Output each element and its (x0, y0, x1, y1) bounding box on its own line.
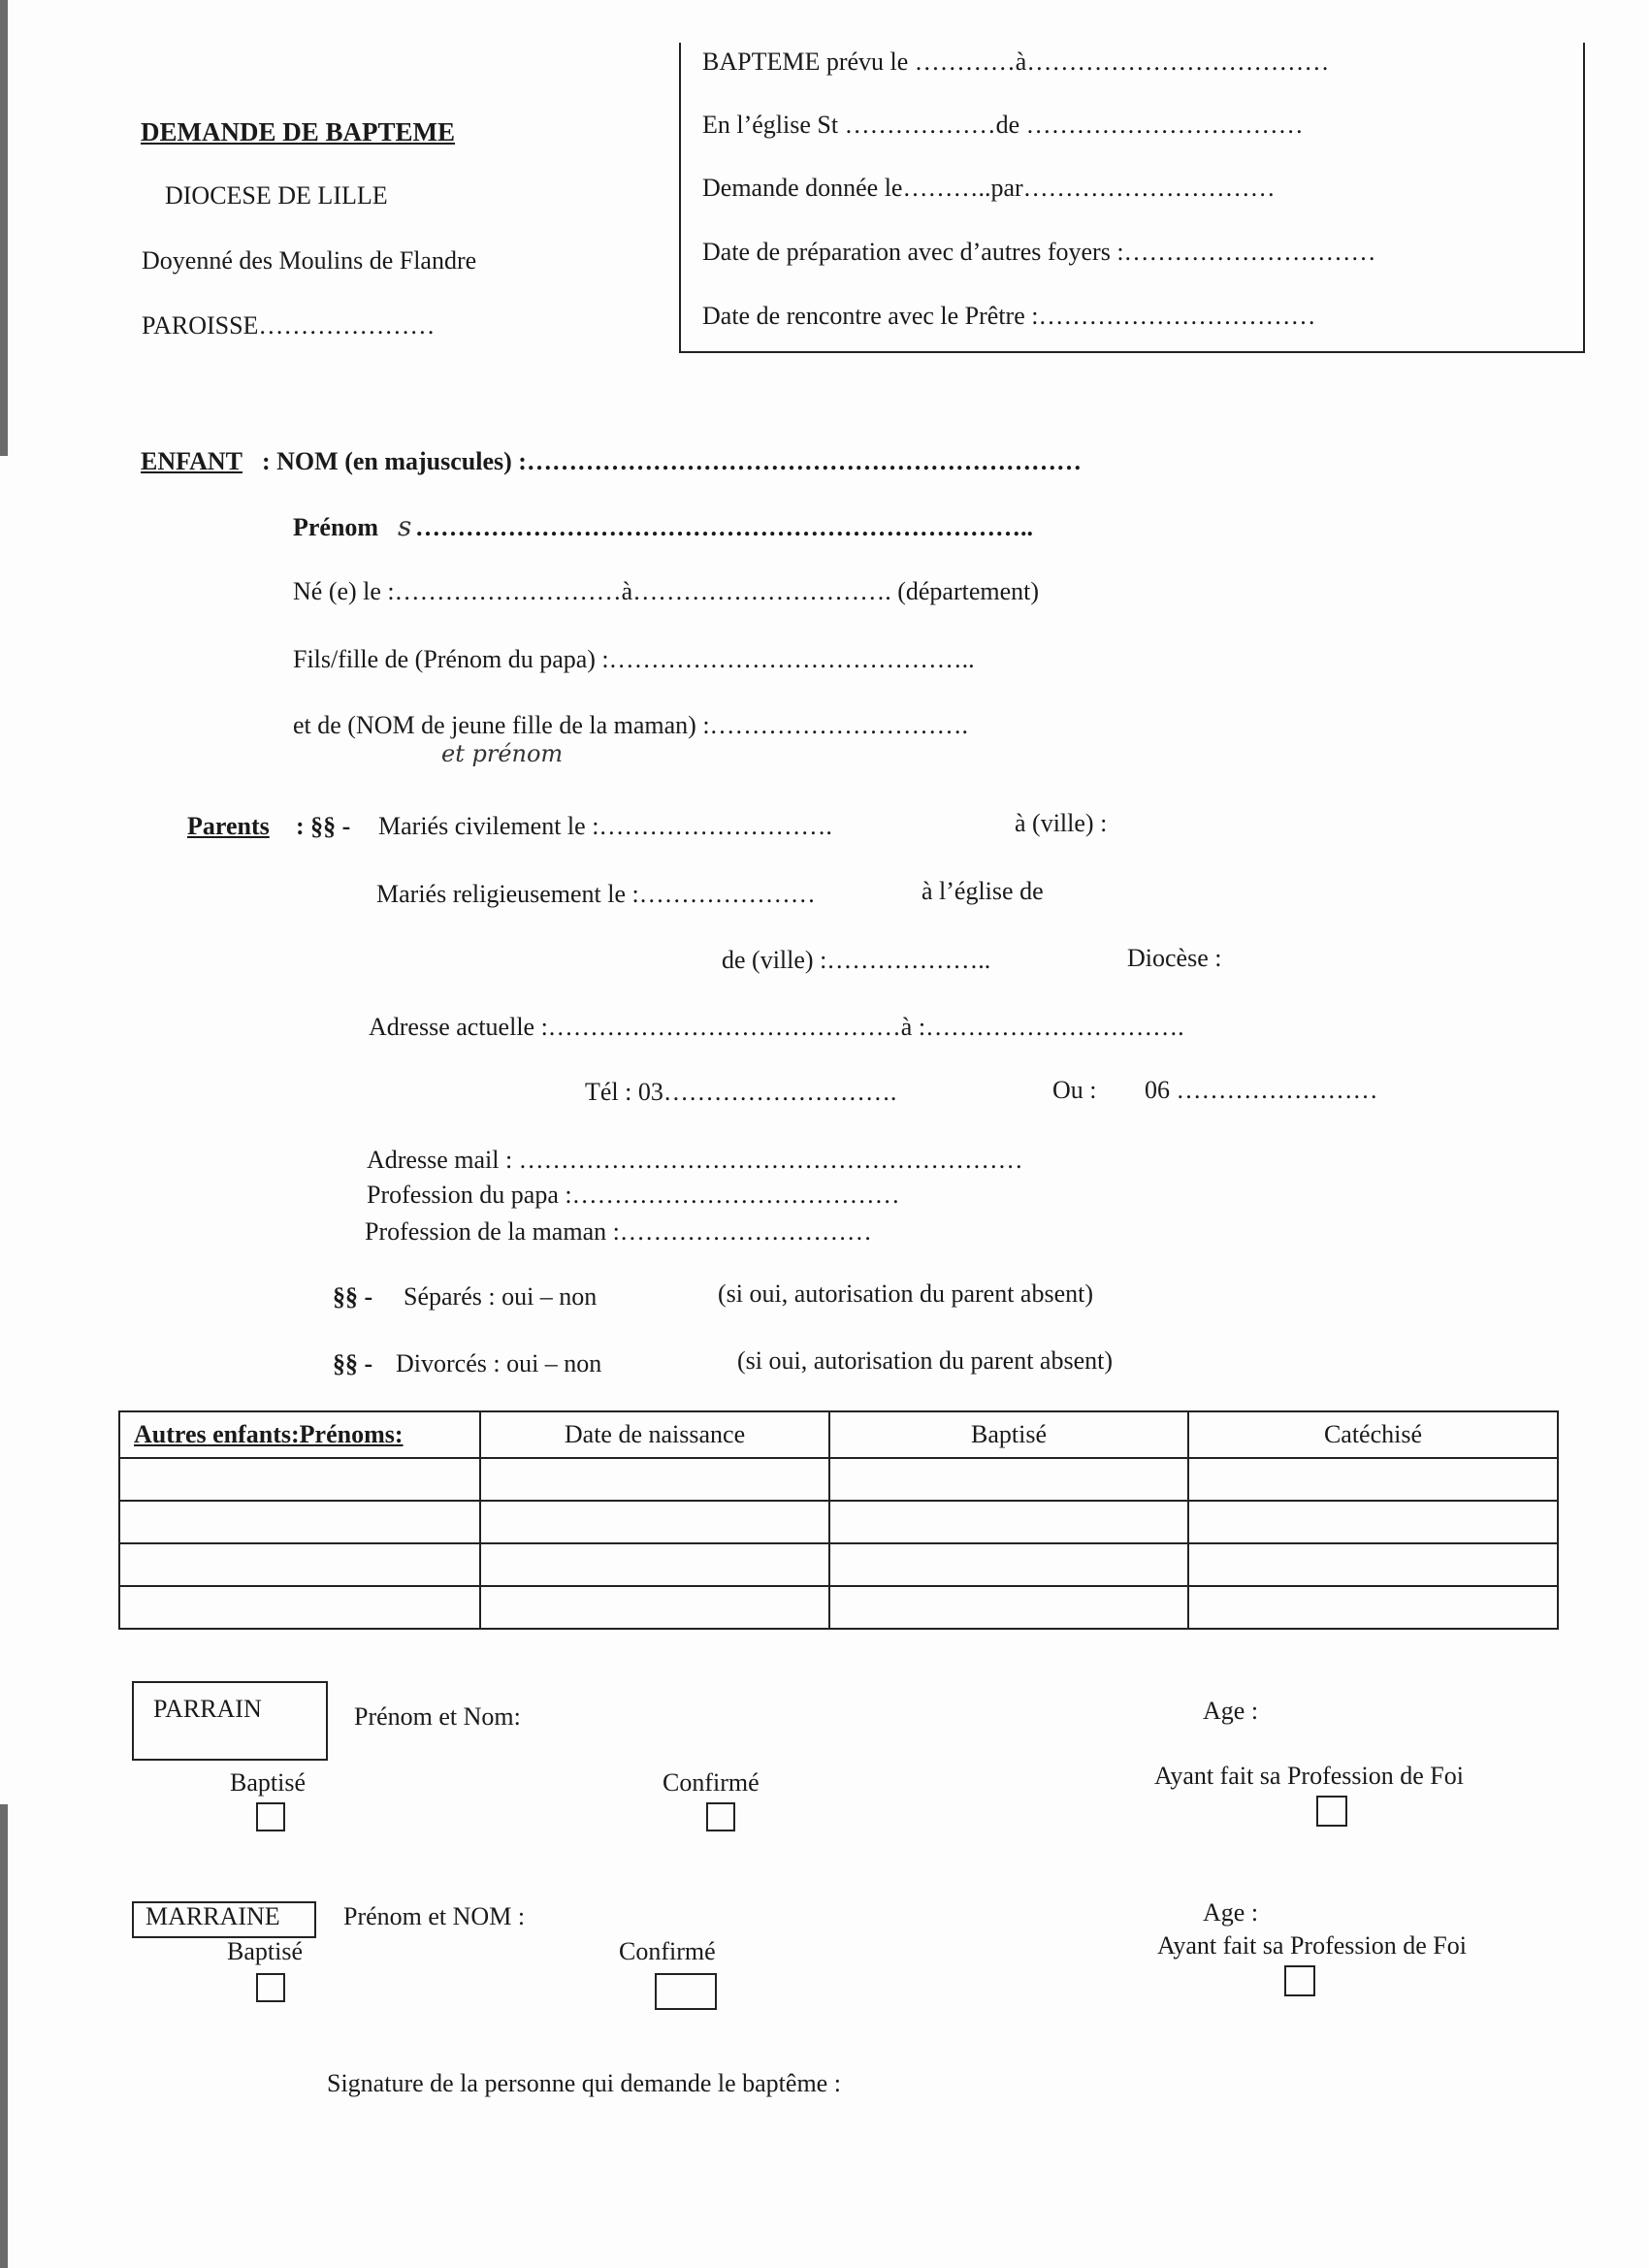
table-cell[interactable] (1188, 1501, 1558, 1543)
profession-maman-field[interactable]: Profession de la maman :………………………… (365, 1217, 872, 1246)
naissance-field[interactable]: Né (e) le :………………………à…………………………. (département) (293, 577, 1040, 605)
marraine-profession-checkbox[interactable] (1284, 1965, 1315, 1996)
preparation-date-field[interactable]: Date de préparation avec d’autres foyers :………………………… (702, 238, 1376, 266)
parrain-confirme-label: Confirmé (663, 1768, 760, 1797)
table-cell[interactable] (480, 1543, 829, 1586)
scan-edge (0, 1804, 8, 2268)
marraine-baptise-checkbox[interactable] (256, 1973, 285, 2002)
mariage-civil-field[interactable]: Mariés civilement le :………………………. (378, 812, 832, 840)
divorces-choice[interactable]: Divorcés : oui – non (396, 1349, 602, 1377)
parrain-age-field[interactable]: Age : (1203, 1697, 1259, 1725)
marraine-label: MARRAINE (146, 1902, 280, 1930)
column-header-baptise: Baptisé (829, 1411, 1188, 1458)
table-row (119, 1458, 1558, 1501)
enfant-label: ENFANT (141, 447, 242, 475)
doyenne-label: Doyenné des Moulins de Flandre (142, 246, 477, 275)
marraine-confirme-checkbox[interactable] (655, 1973, 717, 2010)
scan-edge (0, 0, 8, 456)
table-row (119, 1543, 1558, 1586)
parrain-profession-checkbox[interactable] (1316, 1796, 1347, 1827)
table-cell[interactable] (829, 1586, 1188, 1629)
table-cell[interactable] (119, 1543, 480, 1586)
enfant-prenom-label: Prénom (293, 513, 379, 541)
prenom-papa-field[interactable]: Fils/fille de (Prénom du papa) :…………………………………….. (293, 645, 975, 673)
section-symbol: §§ - (333, 1349, 373, 1377)
table-cell[interactable] (480, 1458, 829, 1501)
mariage-diocese-field[interactable]: Diocèse : (1127, 944, 1222, 972)
parrain-confirme-checkbox[interactable] (706, 1802, 735, 1831)
tel-03-field[interactable]: Tél : 03………………………. (585, 1078, 897, 1106)
diocese-label: DIOCESE DE LILLE (165, 181, 388, 210)
paroisse-field[interactable]: PAROISSE………………… (142, 311, 436, 340)
section-symbol: §§ - (333, 1282, 373, 1311)
profession-papa-field[interactable]: Profession du papa :………………………………… (367, 1181, 900, 1209)
email-field[interactable]: Adresse mail : …………………………………………………… (367, 1146, 1023, 1174)
parrain-profession-label: Ayant fait sa Profession de Foi (1154, 1762, 1464, 1790)
column-header-prenoms: Autres enfants:Prénoms: (119, 1411, 480, 1458)
table-cell[interactable] (480, 1586, 829, 1629)
marraine-confirme-label: Confirmé (619, 1937, 716, 1965)
column-header-catechise: Catéchisé (1188, 1411, 1558, 1458)
mariage-eglise-field[interactable]: à l’église de (922, 877, 1044, 905)
tel-06-field[interactable]: 06 …………………… (1145, 1076, 1378, 1104)
handwritten-et-prenom: et prénom (441, 740, 564, 767)
marraine-age-field[interactable]: Age : (1203, 1898, 1259, 1927)
separes-choice[interactable]: Séparés : oui – non (404, 1282, 598, 1311)
table-cell[interactable] (829, 1501, 1188, 1543)
table-cell[interactable] (480, 1501, 829, 1543)
eglise-field[interactable]: En l’église St ………………de …………………………… (702, 111, 1304, 139)
separes-note: (si oui, autorisation du parent absent) (718, 1280, 1094, 1308)
parrain-baptise-checkbox[interactable] (256, 1802, 285, 1831)
table-row (119, 1501, 1558, 1543)
other-children-table (118, 1410, 1559, 1630)
tel-ou-label: Ou : (1052, 1076, 1097, 1104)
table-cell[interactable] (1188, 1458, 1558, 1501)
marraine-name-field[interactable]: Prénom et NOM : (343, 1902, 526, 1930)
mariage-civil-ville-field[interactable]: à (ville) : (1015, 809, 1108, 837)
table-cell[interactable] (119, 1458, 480, 1501)
parrain-baptise-label: Baptisé (230, 1768, 306, 1797)
signature-field[interactable]: Signature de la personne qui demande le baptême : (327, 2069, 841, 2097)
mariage-religieux-field[interactable]: Mariés religieusement le :………………… (376, 880, 816, 908)
table-header-row (119, 1411, 1558, 1458)
adresse-field[interactable]: Adresse actuelle :……………………………………à :…………………………. (369, 1013, 1184, 1041)
table-cell[interactable] (829, 1458, 1188, 1501)
nom-maman-field[interactable]: et de (NOM de jeune fille de la maman) :…………………………. (293, 711, 969, 739)
bapteme-date-field[interactable]: BAPTEME prévu le …………à……………………………… (702, 48, 1330, 76)
table-cell[interactable] (1188, 1586, 1558, 1629)
divorces-note: (si oui, autorisation du parent absent) (737, 1346, 1114, 1375)
section-symbol: : §§ - (296, 812, 351, 840)
demande-field[interactable]: Demande donnée le………..par………………………… (702, 174, 1276, 202)
parrain-name-field[interactable]: Prénom et Nom: (354, 1702, 521, 1731)
form-title: DEMANDE DE BAPTEME (141, 117, 456, 146)
mariage-ville-field[interactable]: de (ville) :……………….. (722, 946, 991, 974)
marraine-profession-label: Ayant fait sa Profession de Foi (1157, 1931, 1467, 1960)
parrain-label: PARRAIN (153, 1695, 262, 1723)
table-cell[interactable] (119, 1501, 480, 1543)
enfant-prenom-field[interactable]: ……………………………………………………………….. (415, 513, 1033, 541)
table-cell[interactable] (119, 1586, 480, 1629)
handwritten-s: s (398, 510, 412, 542)
column-header-naissance: Date de naissance (480, 1411, 829, 1458)
table-row (119, 1586, 1558, 1629)
table-cell[interactable] (829, 1543, 1188, 1586)
marraine-baptise-label: Baptisé (227, 1937, 303, 1965)
enfant-nom-field[interactable]: : NOM (en majuscules) :………………………………………………………… (262, 447, 1082, 475)
rencontre-pretre-field[interactable]: Date de rencontre avec le Prêtre :…………………………… (702, 302, 1316, 330)
parents-label: Parents (187, 812, 270, 840)
table-cell[interactable] (1188, 1543, 1558, 1586)
